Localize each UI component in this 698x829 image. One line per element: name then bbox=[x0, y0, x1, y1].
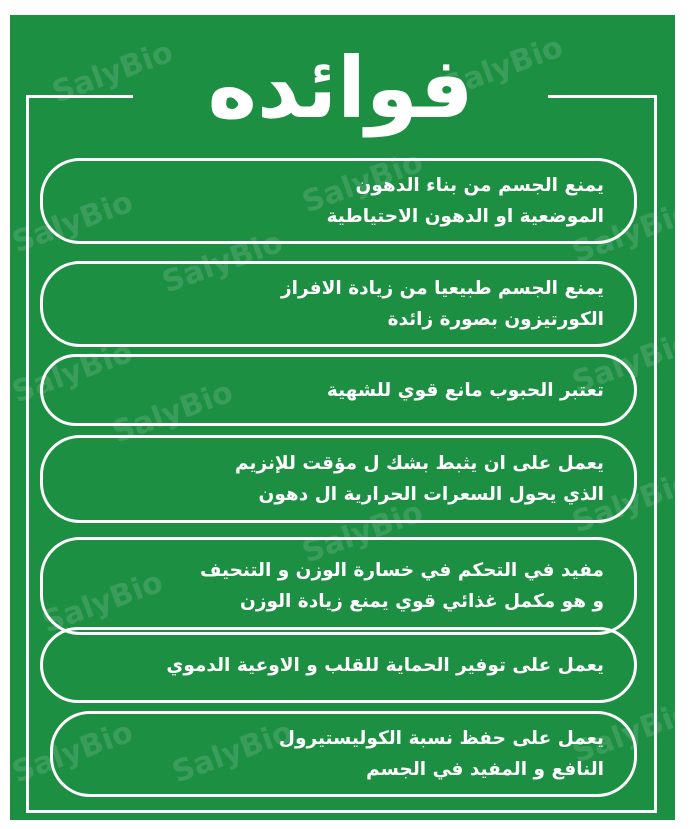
benefit-item bbox=[40, 261, 637, 347]
watermark: SalyBio bbox=[567, 464, 698, 541]
benefit-item bbox=[40, 158, 637, 244]
watermark: SalyBio bbox=[167, 714, 298, 791]
benefit-line: يعمل على توفير الحماية للقلب و الاوعية الدموي bbox=[166, 654, 604, 676]
watermark: SalyBio bbox=[107, 374, 238, 451]
benefit-item bbox=[40, 537, 637, 635]
frame-top-right-segment bbox=[548, 95, 657, 98]
benefit-line: مفيد في التحكم في خسارة الوزن و التنحيف bbox=[199, 560, 604, 581]
benefit-item bbox=[50, 711, 637, 797]
benefit-line: الذي يحول السعرات الحرارية ال دهون bbox=[258, 484, 604, 505]
benefit-line: يمنع الجسم من بناء الدهون bbox=[355, 175, 604, 196]
watermark: SalyBio bbox=[7, 184, 138, 261]
watermark: SalyBio bbox=[567, 194, 698, 271]
benefit-item bbox=[40, 627, 637, 703]
benefit-line: الكورتيزون بصورة زائدة bbox=[387, 309, 604, 330]
benefit-item bbox=[40, 435, 637, 523]
watermark: SalyBio bbox=[7, 334, 138, 411]
benefit-line: النافع و المفيد في الجسم bbox=[366, 759, 604, 780]
benefits-card bbox=[7, 15, 698, 820]
frame-top-left-segment bbox=[26, 95, 133, 98]
benefit-item bbox=[40, 354, 637, 426]
benefit-line: يمنع الجسم طبيعيا من زيادة الافراز bbox=[281, 278, 604, 299]
benefit-line: تعتبر الحبوب مانع قوي للشهية bbox=[326, 379, 604, 401]
watermark: SalyBio bbox=[567, 694, 698, 771]
benefit-line: و هو مكمل غذائي قوي يمنع زيادة الوزن bbox=[240, 591, 604, 612]
watermark: SalyBio bbox=[437, 29, 568, 106]
page-title: فوائده bbox=[207, 39, 474, 137]
watermark: SalyBio bbox=[7, 714, 138, 791]
watermark: SalyBio bbox=[47, 34, 178, 111]
benefit-line: يعمل على ان يثبط بشك ل مؤقت للإنزيم bbox=[235, 453, 604, 474]
benefit-line: الموضعية او الدهون الاحتياطية bbox=[326, 206, 604, 227]
watermark: SalyBio bbox=[567, 324, 698, 401]
watermark: SalyBio bbox=[297, 144, 428, 221]
benefit-line: يعمل على حفظ نسبة الكوليستيرول bbox=[278, 728, 604, 749]
watermark: SalyBio bbox=[297, 494, 428, 571]
watermark: SalyBio bbox=[157, 224, 288, 301]
watermark: SalyBio bbox=[37, 564, 168, 641]
